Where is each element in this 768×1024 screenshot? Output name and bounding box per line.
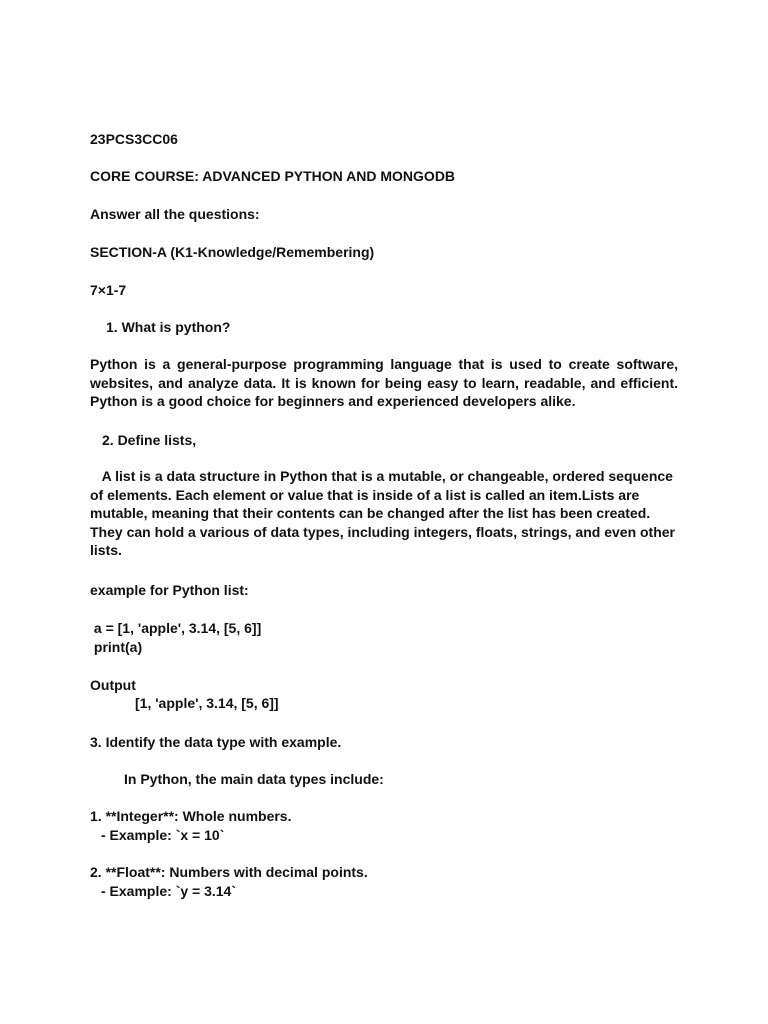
question-3: 3. Identify the data type with example. xyxy=(90,734,342,750)
list-item-float-example: - Example: `y = 3.14` xyxy=(101,883,237,899)
code-line-2: print(a) xyxy=(90,639,143,655)
course-code: 23PCS3CC06 xyxy=(90,131,178,147)
code-line-1: a = [1, 'apple', 3.14, [5, 6]] xyxy=(90,620,262,636)
output-value: [1, 'apple', 3.14, [5, 6]] xyxy=(135,695,279,711)
question-2: 2. Define lists, xyxy=(102,432,197,448)
list-item-float-title: 2. **Float**: Numbers with decimal points. xyxy=(90,864,368,880)
list-item-integer-example: - Example: `x = 10` xyxy=(101,827,225,843)
course-title: CORE COURSE: ADVANCED PYTHON AND MONGODB xyxy=(90,168,456,184)
instruction-text: Answer all the questions: xyxy=(90,206,260,222)
section-heading: SECTION-A (K1-Knowledge/Remembering) xyxy=(90,244,375,260)
example-heading: example for Python list: xyxy=(90,582,249,598)
answer-2: A list is a data structure in Python that is a mutable, or changeable, ordered sequence of elements. Each element or value that is inside of a list is called an item.Lists are mutable, meaning that their contents can be changed after the list has been created. They can hold a various of data types, including integers, floats, strings, and even other lists. xyxy=(90,468,679,559)
list-item-integer-title: 1. **Integer**: Whole numbers. xyxy=(90,808,292,824)
output-heading: Output xyxy=(90,677,136,693)
marks-label: 7×1-7 xyxy=(90,282,127,298)
question-1: 1. What is python? xyxy=(106,319,231,335)
answer-1: Python is a general-purpose programming language that is used to create software, websites, and analyze data. It is known for being easy to learn, readable, and efficient. Python is a good choice for beginners and experienced developers alike. xyxy=(90,356,678,410)
q3-intro: In Python, the main data types include: xyxy=(124,771,384,787)
